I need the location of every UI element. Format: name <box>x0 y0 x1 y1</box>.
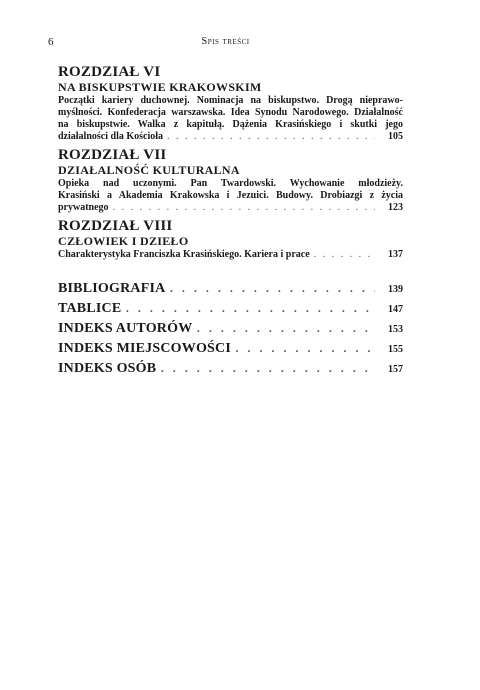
dot-leader <box>235 339 375 357</box>
dot-leader <box>160 359 375 377</box>
entry-label: INDEKS OSÓB <box>58 361 157 376</box>
chapter-description <box>58 249 403 261</box>
page-reference[interactable]: 137 <box>388 249 403 260</box>
description-line: na biskupstwie. Walka z kapitułą. Dążenia Krasińskiego i skutki jego <box>58 119 403 130</box>
chapter-title: CZŁOWIEK I DZIEŁO <box>58 234 189 248</box>
dot-leader <box>169 279 375 297</box>
description-line: Krasiński a Akademia Krakowska i Jezuici. Budowy. Drobiazgi z życia <box>58 190 403 201</box>
page-reference[interactable]: 147 <box>388 304 403 315</box>
toc-entry-place-index[interactable] <box>58 339 403 357</box>
toc-chapter-8 <box>58 218 403 261</box>
toc-entry-person-index[interactable] <box>58 359 403 377</box>
chapter-title: DZIAŁALNOŚĆ KULTURALNA <box>58 163 240 177</box>
page-reference[interactable]: 157 <box>388 364 403 375</box>
toc-entry-author-index[interactable] <box>58 319 403 337</box>
description-line: Opieka nad uczonymi. Pan Twardowski. Wychowanie młodzieży. <box>58 178 403 189</box>
description-last-line <box>58 131 403 143</box>
description-line: działalności dla Kościoła <box>58 131 164 142</box>
description-line: Początki kariery duchownej. Nominacja na biskupstwo. Drogą nieprawo- <box>58 95 403 106</box>
chapter-description <box>58 95 403 143</box>
dot-leader <box>196 319 375 337</box>
page-reference[interactable]: 153 <box>388 324 403 335</box>
dot-leader <box>167 131 375 143</box>
dot-leader <box>314 249 375 261</box>
page-reference[interactable]: 155 <box>388 344 403 355</box>
description-line: prywatnego <box>58 202 109 213</box>
description-last-line <box>58 202 403 214</box>
page-reference[interactable]: 139 <box>388 284 403 295</box>
page-reference[interactable]: 105 <box>388 131 403 142</box>
toc-entry-plates[interactable] <box>58 299 403 317</box>
running-title: Spis treści <box>201 36 250 47</box>
dot-leader <box>113 202 375 214</box>
description-line: Charakterystyka Franciszka Krasińskiego. Kariera i prace <box>58 249 310 260</box>
entry-label: BIBLIOGRAFIA <box>58 281 166 296</box>
dot-leader <box>125 299 375 317</box>
chapter-number: ROZDZIAŁ VI <box>58 64 161 80</box>
entry-label: INDEKS MIEJSCOWOŚCI <box>58 341 232 356</box>
toc-chapter-6 <box>58 64 403 143</box>
toc-entry-bibliography[interactable] <box>58 279 403 297</box>
description-last-line <box>58 249 403 261</box>
chapter-description <box>58 178 403 214</box>
toc-chapter-7 <box>58 147 403 214</box>
entry-label: TABLICE <box>58 301 122 316</box>
running-head <box>48 36 403 52</box>
chapter-number: ROZDZIAŁ VIII <box>58 218 173 234</box>
page-number: 6 <box>48 36 54 48</box>
chapter-number: ROZDZIAŁ VII <box>58 147 167 163</box>
page-reference[interactable]: 123 <box>388 202 403 213</box>
toc-appendices <box>58 279 403 377</box>
description-line: myślności. Konfederacja warszawska. Idea Synodu Narodowego. Działalność <box>58 107 403 118</box>
table-of-contents <box>58 64 403 379</box>
chapter-title: NA BISKUPSTWIE KRAKOWSKIM <box>58 80 262 94</box>
entry-label: INDEKS AUTORÓW <box>58 321 193 336</box>
